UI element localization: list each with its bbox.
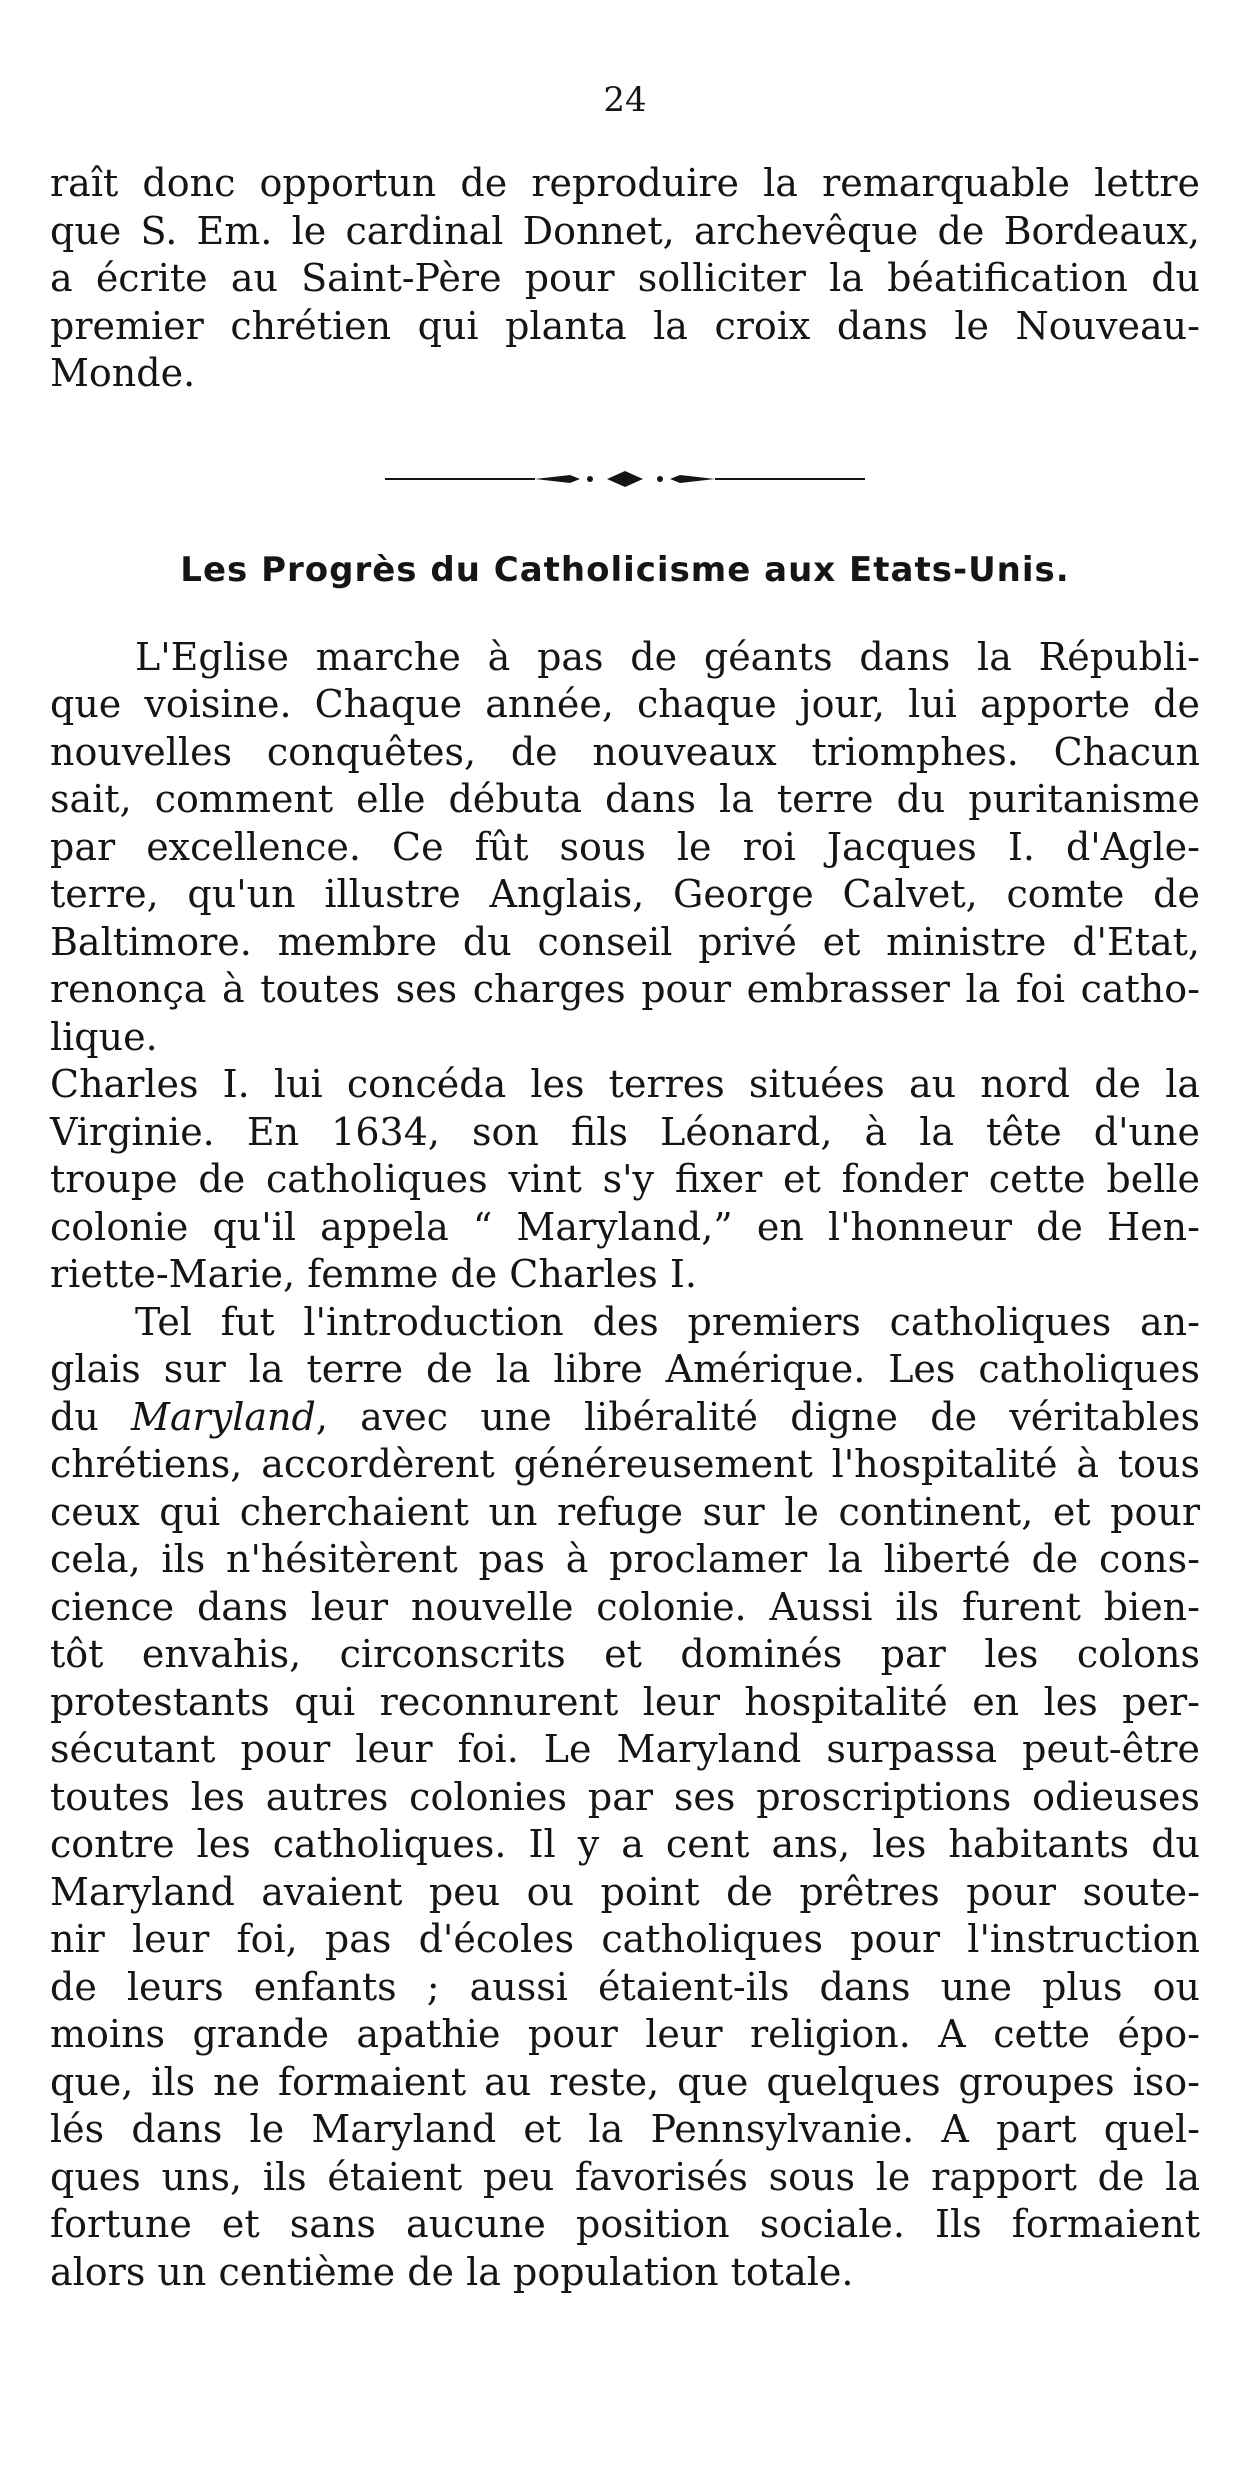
text-line: lés dans le Maryland et la Pennsylvanie. A part quel- (50, 2107, 1200, 2151)
text-line: Tel fut l'introduction des premiers catholiques an- (135, 1299, 1200, 1344)
text-line: que S. Em. le cardinal Donnet, archevêque de Bordeaux, (50, 208, 1200, 253)
section-body (50, 634, 1200, 2297)
text-line: du Maryland, avec une libéralité digne de véritables (50, 1394, 1200, 1439)
text-line: Charles I. lui concéda les terres situées au nord de la (50, 1062, 1200, 1106)
section-heading: Les Progrès du Catholicisme aux Etats-Unis. (180, 549, 1070, 590)
text-line: L'Eglise marche à pas de géants dans la Républi- (135, 634, 1200, 679)
text-line: Virginie. En 1634, son fils Léonard, à la tête d'une (50, 1109, 1200, 1154)
text-line: raît donc opportun de reproduire la remarquable lettre (50, 161, 1200, 205)
text-line: nouvelles conquêtes, de nouveaux triomphes. Chacun (50, 729, 1200, 774)
text-line: que voisine. Chaque année, chaque jour, lui apporte de (50, 682, 1200, 726)
text-line: a écrite au Saint-Père pour solliciter la béatification du (50, 256, 1200, 300)
text-line: contre les catholiques. Il y a cent ans, les habitants du (50, 1822, 1200, 1866)
text-line: sait, comment elle débuta dans la terre du puritanisme (50, 777, 1200, 821)
divider-ornament-icon (385, 468, 865, 490)
text-line: glais sur la terre de la libre Amérique. Les catholiques (50, 1347, 1200, 1391)
italic-text: Maryland (131, 1394, 316, 1439)
text-line: de leurs enfants ; aussi étaient-ils dans une plus ou (50, 1964, 1200, 2009)
text-line: protestants qui reconnurent leur hospitalité en les per- (50, 1679, 1200, 1724)
text-line: fortune et sans aucune position sociale. Ils formaient (50, 2202, 1200, 2246)
text-line: tôt envahis, circonscrits et dominés par les colons (50, 1632, 1200, 1676)
text-line: Monde. (50, 351, 196, 395)
body-paragraph (50, 634, 1200, 1062)
text-line: troupe de catholiques vint s'y fixer et fonder cette belle (50, 1157, 1200, 1201)
text-line: ceux qui cherchaient un refuge sur le continent, et pour (50, 1489, 1200, 1534)
text-line: moins grande apathie pour leur religion. A cette épo- (50, 2012, 1200, 2056)
text-line: par excellence. Ce fût sous le roi Jacques I. d'Agle- (50, 824, 1200, 869)
document-page (50, 80, 1200, 2296)
text-line: sécutant pour leur foi. Le Maryland surpassa peut-être (50, 1727, 1200, 1771)
text-line: toutes les autres colonies par ses proscriptions odieuses (50, 1774, 1200, 1819)
text-line: premier chrétien qui planta la croix dans le Nouveau- (50, 303, 1200, 348)
page-number: 24 (603, 80, 647, 120)
text-line: Maryland avaient peu ou point de prêtres pour soute- (50, 1869, 1200, 1914)
text-line: Baltimore. membre du conseil privé et ministre d'Etat, (50, 919, 1200, 964)
text-line: cience dans leur nouvelle colonie. Aussi ils furent bien- (50, 1584, 1200, 1629)
text-line: cela, ils n'hésitèrent pas à proclamer la liberté de cons- (50, 1537, 1200, 1581)
text-line: colonie qu'il appela “ Maryland,” en l'honneur de Hen- (50, 1204, 1200, 1249)
text-line: terre, qu'un illustre Anglais, George Calvet, comte de (50, 872, 1200, 916)
text-line: que, ils ne formaient au reste, que quelques groupes iso- (50, 2059, 1200, 2104)
text-line: riette-Marie, femme de Charles I. (50, 1252, 697, 1296)
text-line: ques uns, ils étaient peu favorisés sous le rapport de la (50, 2154, 1200, 2199)
text-line: nir leur foi, pas d'écoles catholiques pour l'instruction (50, 1917, 1200, 1961)
text-line: alors un centième de la population totale. (50, 2249, 854, 2294)
text-line: renonça à toutes ses charges pour embrasser la foi catho- (50, 967, 1200, 1011)
intro-paragraph (50, 160, 1200, 398)
text-line: lique. (50, 1014, 158, 1059)
text-line: chrétiens, accordèrent généreusement l'hospitalité à tous (50, 1442, 1200, 1486)
body-paragraph (50, 1299, 1200, 2297)
body-paragraph (50, 1061, 1200, 1299)
